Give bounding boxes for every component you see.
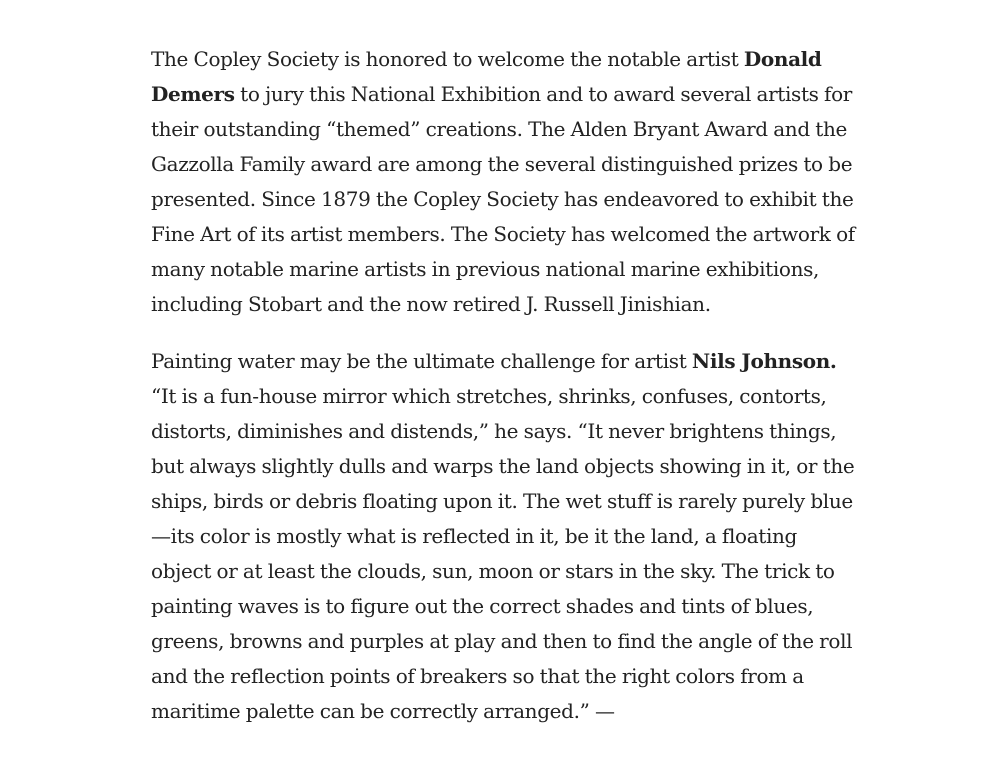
artist-name: Nils Johnson. <box>691 349 837 373</box>
intro-text-2: to jury this National Exhibition and to award several artists for their outstanding “themed” creations. The Alden Bryant Award and the Gazzolla Family award are among the several distinguished prizes to be presented. Since 1879 the Copley Society has endeavored to exhibit the Fine Art of its artist members. The Society has welcomed the artwork of many notable marine artists in previous national marine exhibitions, including Stobart and the now retired J. Russell Jinishian. <box>151 82 855 316</box>
quote-lead-text: Painting water may be the ultimate challenge for artist <box>151 349 692 373</box>
intro-text-1: The Copley Society is honored to welcome the notable artist <box>151 47 744 71</box>
article-body <box>151 42 856 751</box>
quote-text: “It is a fun-house mirror which stretches, shrinks, confuses, contorts, distorts, diminishes and distends,” he says. “It never brightens things, but always slightly dulls and warps the land objects showing in it, or the ships, birds or debris floating upon it. The wet stuff is rarely purely blue—its color is mostly what is reflected in it, be it the land, a floating object or at least the clouds, sun, moon or stars in the sky. The trick to painting waves is to figure out the correct shades and tints of blues, greens, browns and purples at play and then to find the angle of the roll and the reflection points of breakers so that the right colors from a maritime palette can be correctly arranged.” — <box>151 384 855 723</box>
paragraph-jury-intro <box>151 42 856 322</box>
juror-name: Donald Demers <box>151 47 822 106</box>
paragraph-artist-quote <box>151 344 856 729</box>
